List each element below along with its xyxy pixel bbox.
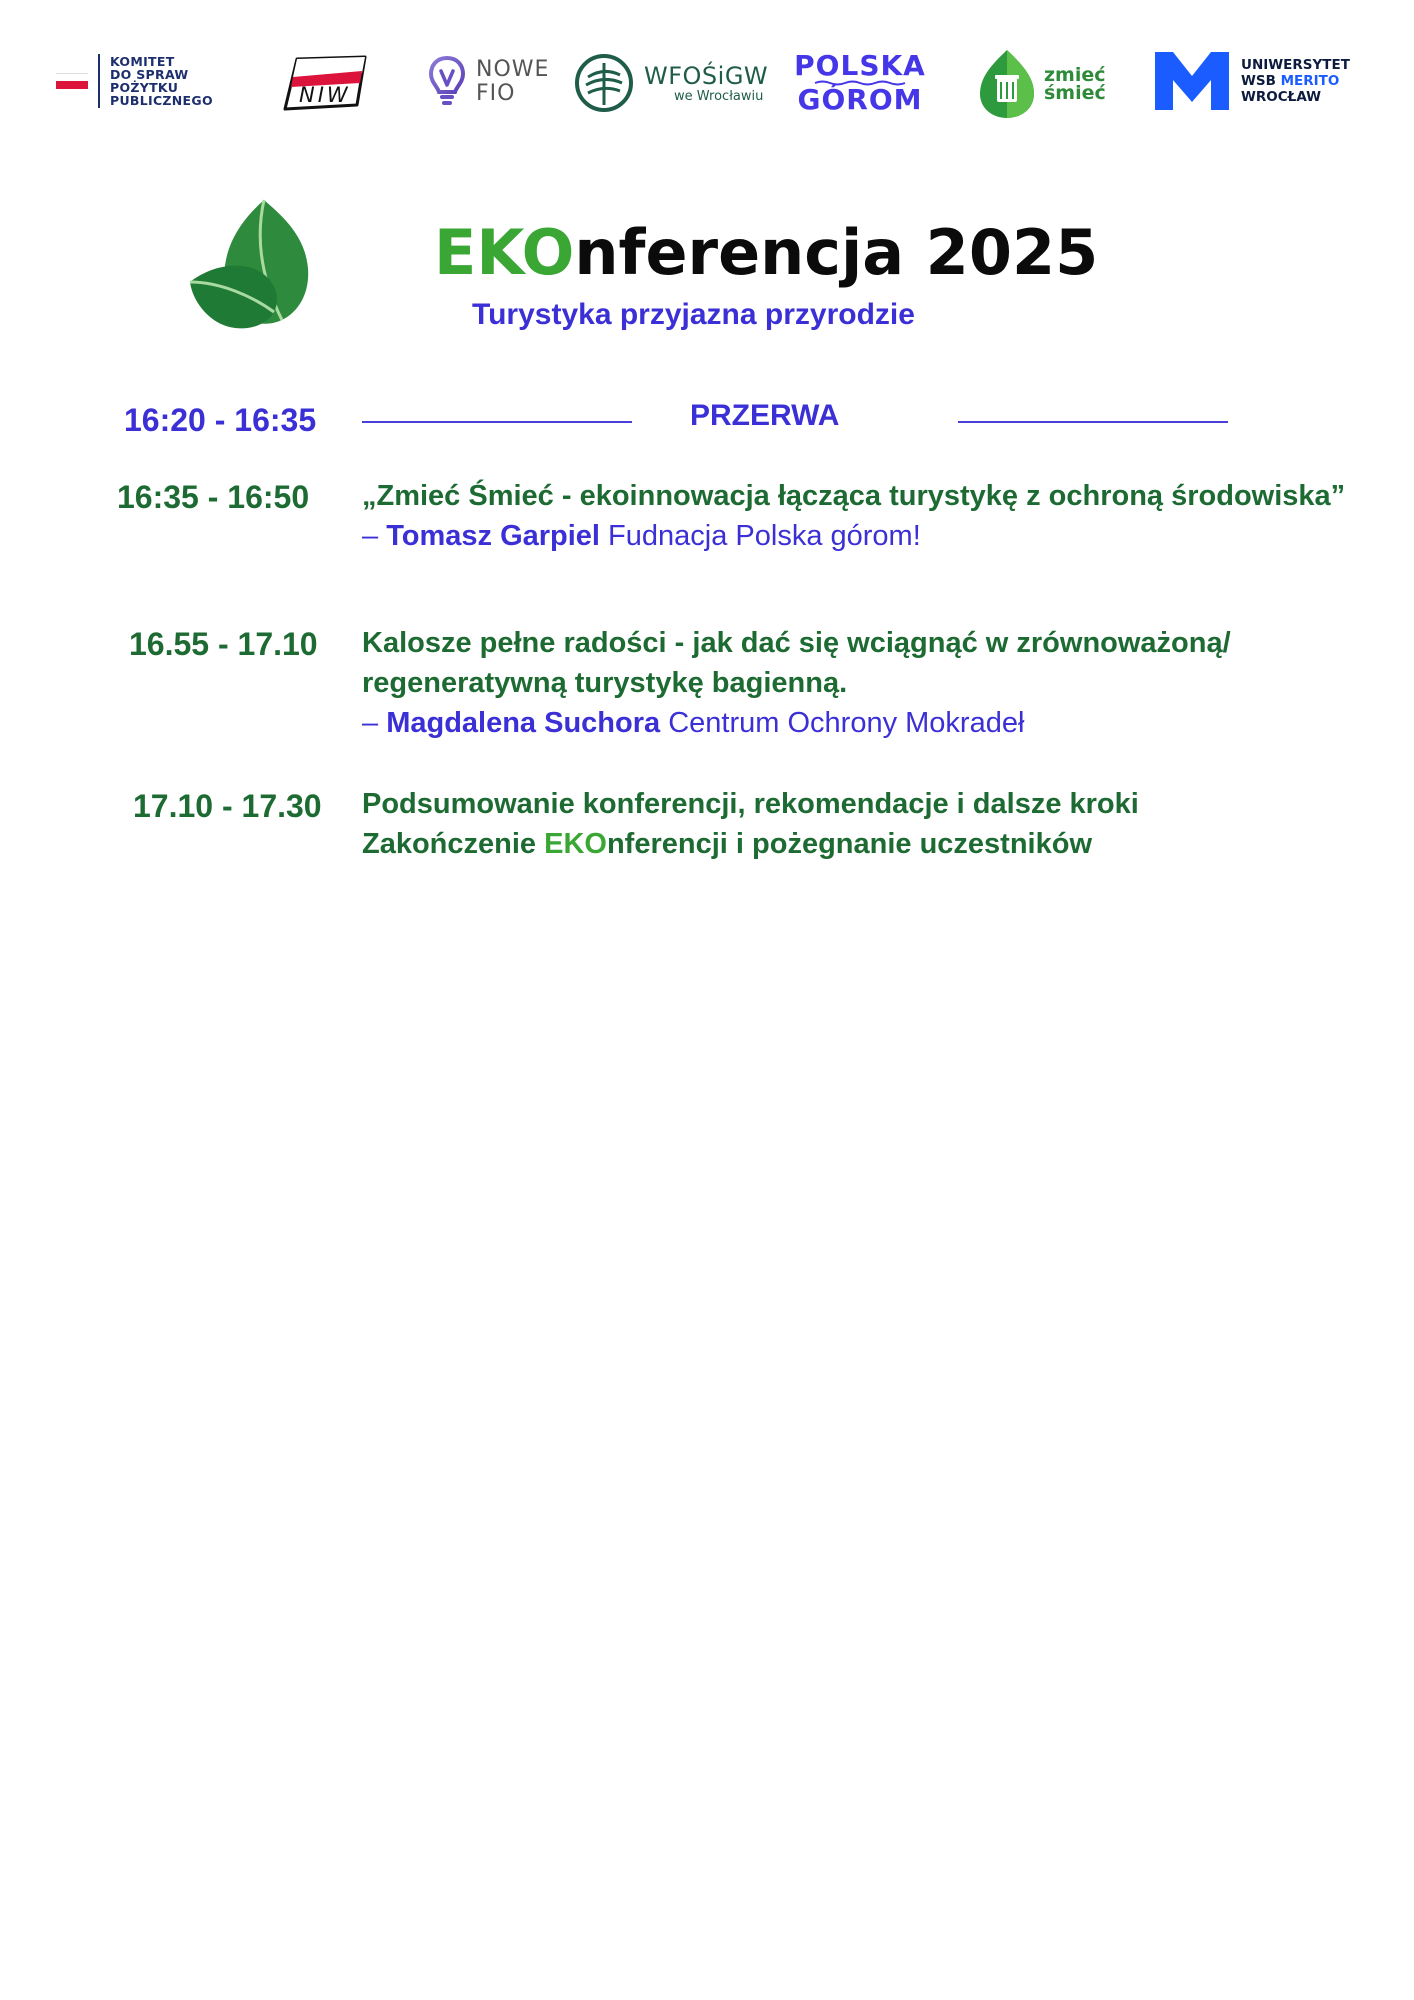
talk1-title: „Zmieć Śmieć - ekoinnowacja łącząca turystykę z ochroną środowiska”: [362, 480, 1346, 512]
merito-m-icon: [1155, 52, 1229, 110]
logo-nowe-fio: [428, 54, 549, 110]
talk2-entry: [362, 623, 1362, 743]
closing-entry: [362, 784, 1362, 864]
conference-subtitle: Turystyka przyjazna przyrodzie: [472, 298, 915, 331]
wsb-text: UNIWERSYTET WSB MERITO WROCŁAW: [1241, 57, 1350, 105]
break-line-right: [958, 421, 1228, 423]
talk1-time: 16:35 - 16:50: [117, 479, 310, 515]
logo-komitet-text: KOMITET DO SPRAW POŻYTKU PUBLICZNEGO: [110, 54, 213, 108]
talk2-title: Kalosze pełne radości - jak dać się wciągnąć w zrównoważoną/ regeneratywną turystykę bagienną.: [362, 627, 1231, 699]
niw-text: NIW: [299, 83, 351, 107]
talk1-org: Fudnacja Polska górom!: [600, 520, 921, 552]
green-leaves-icon: [186, 196, 316, 336]
logo-komitet-pozytku-publicznego: [56, 52, 213, 110]
closing-time: 17.10 - 17.30: [133, 788, 322, 824]
break-label: PRZERWA: [690, 399, 840, 432]
talk1-speaker: Tomasz Garpiel: [386, 520, 600, 552]
talk2-org: Centrum Ochrony Mokradeł: [660, 707, 1025, 739]
logo-zmiec-smiec: [978, 48, 1106, 120]
talk2-speaker-line: – Magdalena Suchora Centrum Ochrony Mokradeł: [362, 707, 1025, 739]
closing-line1: Podsumowanie konferencji, rekomendacje i dalsze kroki: [362, 788, 1139, 820]
break-time: 16:20 - 16:35: [124, 402, 317, 438]
tree-circle-icon: [574, 53, 634, 113]
fio-text: NOWE FIO: [476, 57, 550, 106]
leaf-trash-icon: [978, 48, 1036, 120]
closing-line2: Zakończenie EKOnferencji i pożegnanie uczestników: [362, 828, 1093, 860]
logo-wfosigw: [574, 52, 768, 114]
talk2-speaker: Magdalena Suchora: [386, 707, 661, 739]
lightbulb-icon: [428, 55, 466, 109]
zmiec-smiec-text: zmieć śmieć: [1044, 64, 1106, 104]
wfos-text: WFOŚiGW we Wrocławiu: [644, 61, 769, 104]
logo-divider: [98, 54, 100, 108]
conference-title: EKOnferencja 2025: [434, 216, 1099, 289]
logo-polska-gorom: POLSKA GÓROM: [794, 49, 926, 116]
logo-niw: [283, 55, 367, 111]
break-line-left: [362, 421, 632, 423]
talk1-speaker-line: – Tomasz Garpiel Fudnacja Polska górom!: [362, 520, 921, 552]
talk2-time: 16.55 - 17.10: [129, 626, 318, 662]
talk1-entry: [362, 476, 1362, 556]
logo-wsb-merito: [1155, 52, 1350, 110]
polish-flag-icon: [56, 73, 88, 89]
